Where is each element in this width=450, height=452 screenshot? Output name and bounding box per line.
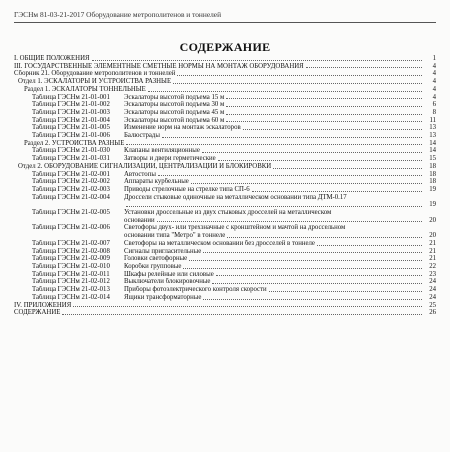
toc-entry[interactable] — [14, 294, 436, 302]
leader-dots — [306, 67, 422, 68]
toc-entry[interactable] — [14, 263, 436, 271]
toc-page-number: 18 — [429, 162, 436, 170]
toc-page-number: 15 — [429, 155, 436, 163]
toc-entry[interactable] — [14, 240, 436, 248]
toc-page-number: 24 — [429, 278, 436, 286]
toc-table-label: Таблица ГЭСНм 21-02-010 — [32, 262, 110, 270]
toc-entry[interactable] — [14, 309, 436, 317]
leader-dots — [177, 75, 422, 76]
toc-entry-text: Автостопы — [124, 170, 156, 178]
toc-entry-text: Коробки групповые — [124, 262, 182, 270]
leader-dots — [157, 221, 422, 222]
toc-entry[interactable] — [14, 194, 436, 209]
toc-entry-text: Раздел 2. УСТРОЙСТВА РАЗНЫЕ — [24, 139, 125, 147]
running-head: ГЭСНм 81-03-21-2017 Оборудование метрополитенов и тоннелей — [14, 10, 222, 19]
toc-entry[interactable] — [14, 124, 436, 132]
toc-entry-text: Отдел 2. ОБОРУДОВАНИЕ СИГНАЛИЗАЦИИ, ЦЕНТРАЛИЗАЦИИ И БЛОКИРОВКИ — [18, 162, 272, 170]
toc-page-number: 24 — [429, 293, 436, 301]
toc-table-label: Таблица ГЭСНм 21-02-009 — [32, 255, 110, 263]
toc-table-label: Таблица ГЭСНм 21-01-006 — [32, 132, 110, 140]
toc-entry-text: Отдел 1. ЭСКАЛАТОРЫ И УСТРОЙСТВА РАЗНЫЕ — [18, 78, 172, 86]
toc-entry-text: Эскалаторы высотой подъема 30 м — [124, 101, 225, 109]
toc-entry[interactable] — [14, 78, 436, 86]
toc-entry[interactable] — [14, 109, 436, 117]
leader-dots — [226, 106, 422, 107]
toc-entry-text: Клапаны вентиляционные — [124, 147, 200, 155]
toc-entry-text: Сигналы пригласительные — [124, 247, 202, 255]
leader-dots — [62, 314, 422, 315]
toc-table-label: Таблица ГЭСНм 21-02-011 — [32, 270, 110, 278]
toc-page-number: 4 — [432, 70, 436, 78]
toc-page-number: 22 — [429, 262, 436, 270]
toc-entry[interactable] — [14, 140, 436, 148]
leader-dots — [183, 268, 422, 269]
toc-table-label: Таблица ГЭСНм 21-01-001 — [32, 93, 110, 101]
toc-entry[interactable] — [14, 132, 436, 140]
toc-page-number: 4 — [432, 62, 436, 70]
leader-dots — [191, 183, 422, 184]
toc-entry-text: СОДЕРЖАНИЕ — [14, 309, 61, 317]
toc-page-number: 6 — [432, 101, 436, 109]
toc-entry[interactable] — [14, 163, 436, 171]
toc-entry[interactable] — [14, 209, 436, 224]
leader-dots — [126, 144, 422, 145]
toc-entry-text: Эскалаторы высотой подъема 45 м — [124, 108, 225, 116]
leader-dots — [226, 114, 422, 115]
leader-dots — [73, 306, 422, 307]
leader-dots — [273, 168, 422, 169]
toc-entry-text: Сборник 21. Оборудование метрополитенов и тоннелей — [14, 70, 176, 78]
toc-page-number: 4 — [432, 85, 436, 93]
page-title: СОДЕРЖАНИЕ — [179, 40, 271, 54]
toc-table-label: Таблица ГЭСНм 21-02-004 — [32, 193, 110, 201]
toc-page-number: 20 — [429, 232, 436, 240]
toc-table-label: Таблица ГЭСНм 21-02-008 — [32, 247, 110, 255]
toc-page-number: 19 — [429, 185, 436, 193]
leader-dots — [173, 83, 422, 84]
toc-entry[interactable] — [14, 224, 436, 239]
toc-entry[interactable] — [14, 255, 436, 263]
toc-entry[interactable] — [14, 248, 436, 256]
toc-entry-text: Эскалаторы высотой подъема 60 м — [124, 116, 225, 124]
leader-dots — [252, 191, 422, 192]
toc-table-label: Таблица ГЭСНм 21-02-012 — [32, 278, 110, 286]
toc-page-number: 11 — [429, 116, 436, 124]
leader-dots — [317, 245, 422, 246]
leader-dots — [227, 237, 422, 238]
toc-entry-text: Эскалаторы высотой подъема 15 м — [124, 93, 225, 101]
toc-table-label: Таблица ГЭСНм 21-02-007 — [32, 239, 110, 247]
toc-page-number: 8 — [432, 108, 436, 116]
toc-entry[interactable] — [14, 63, 436, 71]
toc-page-number: 21 — [429, 247, 436, 255]
toc-page-number: 18 — [429, 170, 436, 178]
leader-dots — [202, 152, 422, 153]
toc-entry-text: Выключатели блокировочные — [124, 278, 211, 286]
toc-table-label: Таблица ГЭСНм 21-02-001 — [32, 170, 110, 178]
leader-dots — [218, 160, 422, 161]
toc-entry[interactable] — [14, 155, 436, 163]
toc-table-label: Таблица ГЭСНм 21-02-003 — [32, 185, 110, 193]
toc-table-label: Таблица ГЭСНм 21-01-002 — [32, 101, 110, 109]
toc-page-number: 14 — [429, 147, 436, 155]
toc-entry[interactable] — [14, 278, 436, 286]
toc-page-number: 21 — [429, 239, 436, 247]
toc-entry-text: Головки светофорные — [124, 255, 188, 263]
leader-dots — [243, 129, 422, 130]
toc-entry-text: Балюстрады — [124, 132, 160, 140]
toc-entry[interactable] — [14, 70, 436, 78]
toc-entry-text: Светофоры на металлическом основании без дросселей в тоннеле — [124, 239, 315, 247]
toc-page-number: 13 — [429, 124, 436, 132]
toc-entry-text: Затворы и двери герметические — [124, 155, 216, 163]
toc-page-number: 26 — [429, 309, 436, 317]
toc-page-number: 4 — [432, 78, 436, 86]
leader-dots — [148, 91, 422, 92]
table-of-contents — [14, 55, 436, 317]
leader-dots — [126, 206, 422, 207]
toc-entry[interactable] — [14, 101, 436, 109]
toc-entry[interactable] — [14, 302, 436, 310]
toc-entry[interactable] — [14, 171, 436, 179]
toc-table-label: Таблица ГЭСНм 21-01-003 — [32, 108, 110, 116]
toc-entry-text: Аппараты курбельные — [124, 178, 189, 186]
leader-dots — [212, 283, 422, 284]
toc-entry-continuation: основании — [124, 216, 155, 224]
toc-table-label: Таблица ГЭСНм 21-01-005 — [32, 124, 110, 132]
leader-dots — [158, 175, 422, 176]
toc-page-number: 13 — [429, 132, 436, 140]
toc-table-label: Таблица ГЭСНм 21-02-006 — [32, 224, 110, 232]
toc-table-label: Таблица ГЭСНм 21-02-014 — [32, 293, 110, 301]
toc-entry-text: III. ГОСУДАРСТВЕННЫЕ ЭЛЕМЕНТНЫЕ СМЕТНЫЕ НОРМЫ НА МОНТАЖ ОБОРУДОВАНИЯ — [14, 62, 304, 70]
leader-dots — [226, 98, 422, 99]
toc-entry[interactable] — [14, 147, 436, 155]
toc-entry-text: Изменение норм на монтаж эскалаторов — [124, 124, 241, 132]
toc-entry-text: Ящики трансформаторные — [124, 293, 202, 301]
toc-entry-text: Шкафы релейные или силовые — [124, 270, 214, 278]
toc-table-label: Таблица ГЭСНм 21-01-031 — [32, 155, 110, 163]
toc-entry[interactable] — [14, 117, 436, 125]
toc-entry-text: Установки дроссельные из двух стыковых дросселей на металлическом — [124, 209, 332, 217]
toc-entry-continuation: основании типа "Метро" в тоннеле — [124, 232, 226, 240]
toc-entry-text: Приводы стрелочные на стрелке типа СП-6 — [124, 185, 250, 193]
toc-page-number: 21 — [429, 255, 436, 263]
toc-entry[interactable] — [14, 271, 436, 279]
header-rule — [14, 22, 436, 23]
leader-dots — [203, 252, 422, 253]
toc-entry[interactable] — [14, 286, 436, 294]
toc-entry[interactable] — [14, 55, 436, 63]
toc-page-number: 20 — [429, 216, 436, 224]
toc-table-label: Таблица ГЭСНм 21-01-004 — [32, 116, 110, 124]
toc-entry-text: Дроссели стыковые одиночные на металлическом основании типа ДТМ-0.17 — [124, 193, 347, 201]
toc-entry[interactable] — [14, 94, 436, 102]
leader-dots — [269, 291, 422, 292]
leader-dots — [162, 137, 422, 138]
leader-dots — [216, 275, 422, 276]
toc-page-number: 24 — [429, 286, 436, 294]
toc-page-number: 18 — [429, 178, 436, 186]
toc-entry-text: Приборы фотоэлектрического контроля скорости — [124, 286, 267, 294]
toc-entry-text: IV. ПРИЛОЖЕНИЯ — [14, 301, 72, 309]
toc-page-number: 25 — [429, 301, 436, 309]
toc-page-number: 23 — [429, 270, 436, 278]
toc-entry-text: I. ОБЩИЕ ПОЛОЖЕНИЯ — [14, 55, 90, 62]
toc-page-number: 4 — [432, 93, 436, 101]
toc-page-number: 1 — [432, 55, 436, 62]
toc-page-number: 19 — [429, 201, 436, 209]
leader-dots — [226, 121, 422, 122]
leader-dots — [189, 260, 422, 261]
leader-dots — [203, 299, 422, 300]
toc-table-label: Таблица ГЭСНм 21-02-002 — [32, 178, 110, 186]
toc-entry-text: Раздел 1. ЭСКАЛАТОРЫ ТОННЕЛЬНЫЕ — [24, 85, 146, 93]
toc-page-number: 14 — [429, 139, 436, 147]
toc-table-label: Таблица ГЭСНм 21-02-005 — [32, 209, 110, 217]
toc-entry-text: Светофоры двух- или трехзначные с кронштейном и мачтой на дроссельном — [124, 224, 346, 232]
toc-table-label: Таблица ГЭСНм 21-02-013 — [32, 286, 110, 294]
leader-dots — [92, 60, 422, 61]
toc-table-label: Таблица ГЭСНм 21-01-030 — [32, 147, 110, 155]
toc-entry[interactable] — [14, 186, 436, 194]
toc-entry[interactable] — [14, 86, 436, 94]
toc-entry[interactable] — [14, 178, 436, 186]
